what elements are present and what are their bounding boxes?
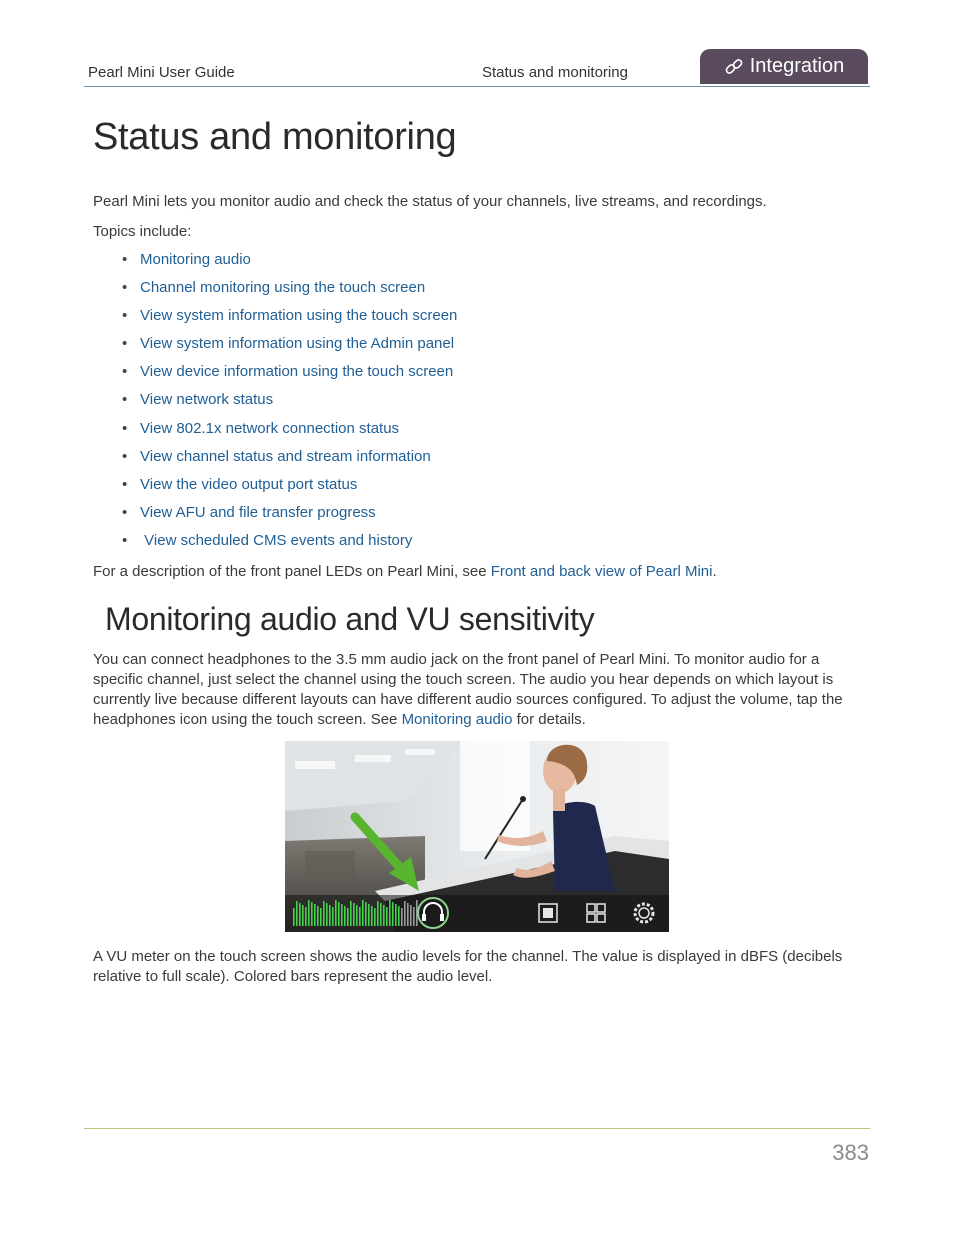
page-title: Status and monitoring	[93, 116, 457, 158]
vu-meter-paragraph: A VU meter on the touch screen shows the audio levels for the channel. The value is displayed in dBFS (decibels relative to full scale). Colored bars represent the audio level.	[93, 948, 843, 985]
vu-bar	[362, 900, 364, 926]
vu-bar	[311, 902, 313, 926]
topic-link-system-info-admin[interactable]: View system information using the Admin panel	[140, 335, 455, 353]
vu-bar	[377, 901, 379, 926]
list-item	[122, 362, 457, 390]
vu-bar	[308, 900, 310, 926]
headphones-icon[interactable]	[418, 898, 448, 928]
topic-link-system-info-touch[interactable]: View system information using the touch screen	[140, 307, 458, 325]
topic-link-network-status[interactable]: View network status	[140, 391, 274, 409]
topic-link-cms-events[interactable]: View scheduled CMS events and history	[140, 531, 413, 549]
section-body	[93, 650, 863, 730]
leds-paragraph	[93, 562, 863, 582]
vu-bar	[356, 905, 358, 926]
touch-screen-illustration	[285, 741, 669, 932]
vu-bar	[413, 907, 415, 926]
vu-bar	[296, 901, 298, 926]
topic-link-afu-progress[interactable]: View AFU and file transfer progress	[140, 503, 376, 521]
vu-bar	[317, 906, 319, 926]
list-item	[122, 278, 457, 306]
list-item	[122, 475, 457, 503]
section-title: Monitoring audio and VU sensitivity	[105, 601, 595, 637]
vu-bar	[386, 907, 388, 926]
vu-bar	[407, 903, 409, 926]
tab-label: Integration	[749, 55, 845, 77]
intro-paragraph: Pearl Mini lets you monitor audio and check the status of your channels, live streams, and recordings.	[93, 193, 767, 210]
guide-title: Pearl Mini User Guide	[88, 64, 235, 81]
vu-bar	[305, 907, 307, 926]
vu-bar	[329, 905, 331, 926]
vu-bar	[401, 908, 403, 926]
vu-bar	[323, 901, 325, 926]
list-item	[122, 419, 457, 447]
speaker-neck	[553, 789, 565, 811]
leds-suffix: .	[712, 563, 717, 580]
vu-bar	[359, 907, 361, 926]
list-item	[122, 447, 457, 475]
vu-bar	[326, 903, 328, 926]
vu-bar	[302, 905, 304, 926]
vu-bar	[395, 904, 397, 926]
footer-divider	[84, 1128, 870, 1129]
topic-link-monitoring-audio[interactable]: Monitoring audio	[140, 251, 251, 268]
vu-bar	[341, 904, 343, 926]
list-item	[122, 503, 457, 531]
vu-bar	[389, 900, 391, 926]
ceiling-light	[295, 761, 335, 769]
topic-link-channel-monitoring[interactable]: Channel monitoring using the touch screen	[140, 279, 426, 297]
vu-bar	[371, 906, 373, 926]
link-icon	[724, 57, 744, 77]
vu-bar	[368, 904, 370, 926]
touch-screen-figure	[285, 741, 669, 932]
desks	[305, 851, 355, 881]
list-item	[122, 306, 457, 334]
list-item	[122, 250, 457, 278]
list-item	[122, 390, 457, 418]
monitoring-audio-link[interactable]: Monitoring audio	[401, 711, 513, 728]
vu-bar	[365, 902, 367, 926]
topic-link-device-info[interactable]: View device information using the touch screen	[140, 363, 454, 381]
vu-bar	[404, 901, 406, 926]
front-back-view-link[interactable]: Front and back view of Pearl Mini	[490, 563, 713, 580]
vu-bar	[350, 901, 352, 926]
vu-bar	[353, 903, 355, 926]
vu-bar	[320, 908, 322, 926]
microphone	[520, 796, 526, 802]
page-number: 383	[832, 1140, 869, 1165]
vu-bar	[338, 902, 340, 926]
vu-bar	[347, 908, 349, 926]
vu-bar	[410, 905, 412, 926]
topic-link-video-output[interactable]: View the video output port status	[140, 475, 358, 493]
vu-bar	[335, 900, 337, 926]
projection-screen	[460, 741, 530, 851]
vu-bar	[398, 906, 400, 926]
vu-bar	[293, 908, 295, 926]
section-body-suffix: for details.	[512, 711, 586, 728]
vu-bar	[383, 905, 385, 926]
topics-list	[122, 250, 457, 559]
vu-bar	[299, 903, 301, 926]
header-section-title: Status and monitoring	[482, 64, 628, 81]
control-bar	[285, 895, 669, 932]
ceiling-light	[405, 749, 435, 755]
topics-label: Topics include:	[93, 223, 192, 240]
vu-bar	[374, 908, 376, 926]
vu-bar	[314, 904, 316, 926]
topic-link-8021x-status[interactable]: View 802.1x network connection status	[140, 419, 400, 437]
list-item	[122, 334, 457, 362]
vu-bar	[392, 902, 394, 926]
list-item	[122, 531, 457, 559]
integration-tab[interactable]	[700, 49, 868, 84]
vu-bar	[344, 906, 346, 926]
header-divider	[84, 86, 870, 87]
leds-prefix: For a description of the front panel LEDs on Pearl Mini, see	[93, 563, 491, 580]
vu-bar	[380, 903, 382, 926]
ceiling-light	[355, 755, 391, 762]
vu-bar	[332, 907, 334, 926]
topic-link-channel-status[interactable]: View channel status and stream information	[140, 447, 431, 465]
section-body-text: You can connect headphones to the 3.5 mm audio jack on the front panel of Pearl Mini. To monitor audio for a specific channel, just select the channel using the touch screen. The audio you hear depends on which layout is currently live because different layouts can have different audio sources configured. To adjust the volume, tap the headphones icon using the touch screen. See	[93, 651, 843, 728]
